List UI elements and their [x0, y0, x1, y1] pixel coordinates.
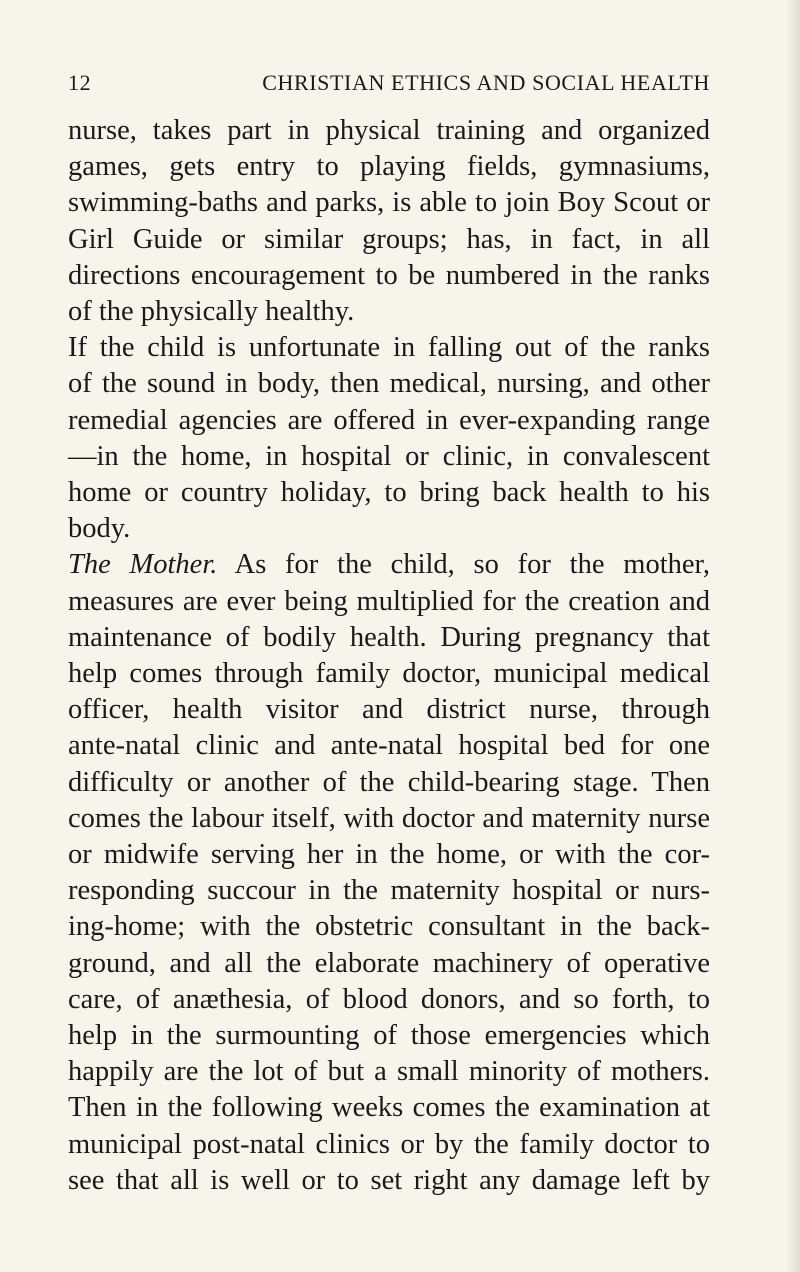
- text-line: of the physically healthy.: [68, 296, 355, 328]
- text-line: remedial agencies are offered in ever-expanding range: [68, 404, 710, 436]
- text-line: municipal post-natal clinics or by the family doctor to: [68, 1128, 710, 1160]
- text-line: If the child is unfortunate in falling out of the ranks: [68, 332, 710, 364]
- page-edge-shadow: [786, 0, 800, 1272]
- text-line: or midwife serving her in the home, or with the cor-: [68, 839, 710, 871]
- text-line: care, of anæthesia, of blood donors, and so forth, to: [68, 983, 710, 1015]
- paragraph-3: [68, 547, 710, 1199]
- text-line: responding succour in the maternity hospital or nurs-: [68, 875, 710, 907]
- text-line: happily are the lot of but a small minority of mothers.: [68, 1056, 710, 1088]
- text-line: maintenance of bodily health. During pregnancy that: [68, 621, 710, 653]
- text-line: swimming-baths and parks, is able to join Boy Scout or: [68, 187, 710, 219]
- text-line: see that all is well or to set right any damage left by: [68, 1164, 710, 1196]
- text-line: body.: [68, 513, 131, 545]
- body-text: [68, 113, 710, 1199]
- page-header: [68, 70, 710, 104]
- text-line: comes the labour itself, with doctor and maternity nurse: [68, 802, 710, 834]
- text-line: —in the home, in hospital or clinic, in convalescent: [68, 440, 710, 472]
- text-line: measures are ever being multiplied for the creation and: [68, 585, 710, 617]
- text-line: help in the surmounting of those emergencies which: [68, 1020, 710, 1052]
- running-head: CHRISTIAN ETHICS AND SOCIAL HEALTH: [262, 70, 710, 95]
- text-line: [68, 547, 710, 583]
- text-line-rest: As for the child, so for the mother,: [217, 549, 710, 581]
- text-line: help comes through family doctor, municipal medical: [68, 658, 710, 690]
- page-number: 12: [68, 70, 92, 95]
- text-line: officer, health visitor and district nurse, through: [68, 694, 710, 726]
- section-heading-the-mother: The Mother.: [68, 549, 218, 581]
- text-line: ante-natal clinic and ante-natal hospital bed for one: [68, 730, 710, 762]
- text-line: ground, and all the elaborate machinery of operative: [68, 947, 710, 979]
- text-line: ing-home; with the obstetric consultant in the back-: [68, 911, 710, 943]
- text-line: nurse, takes part in physical training and organized: [68, 115, 710, 146]
- text-line: Girl Guide or similar groups; has, in fact, in all: [68, 223, 710, 255]
- text-line: games, gets entry to playing fields, gymnasiums,: [68, 151, 710, 183]
- paragraph-2: [68, 330, 710, 547]
- text-line: home or country holiday, to bring back health to his: [68, 477, 710, 509]
- text-line: of the sound in body, then medical, nursing, and other: [68, 368, 710, 400]
- text-line: Then in the following weeks comes the examination at: [68, 1092, 710, 1124]
- text-line: difficulty or another of the child-bearing stage. Then: [68, 766, 710, 798]
- text-line: directions encouragement to be numbered in the ranks: [68, 259, 710, 291]
- paragraph-1: [68, 113, 710, 330]
